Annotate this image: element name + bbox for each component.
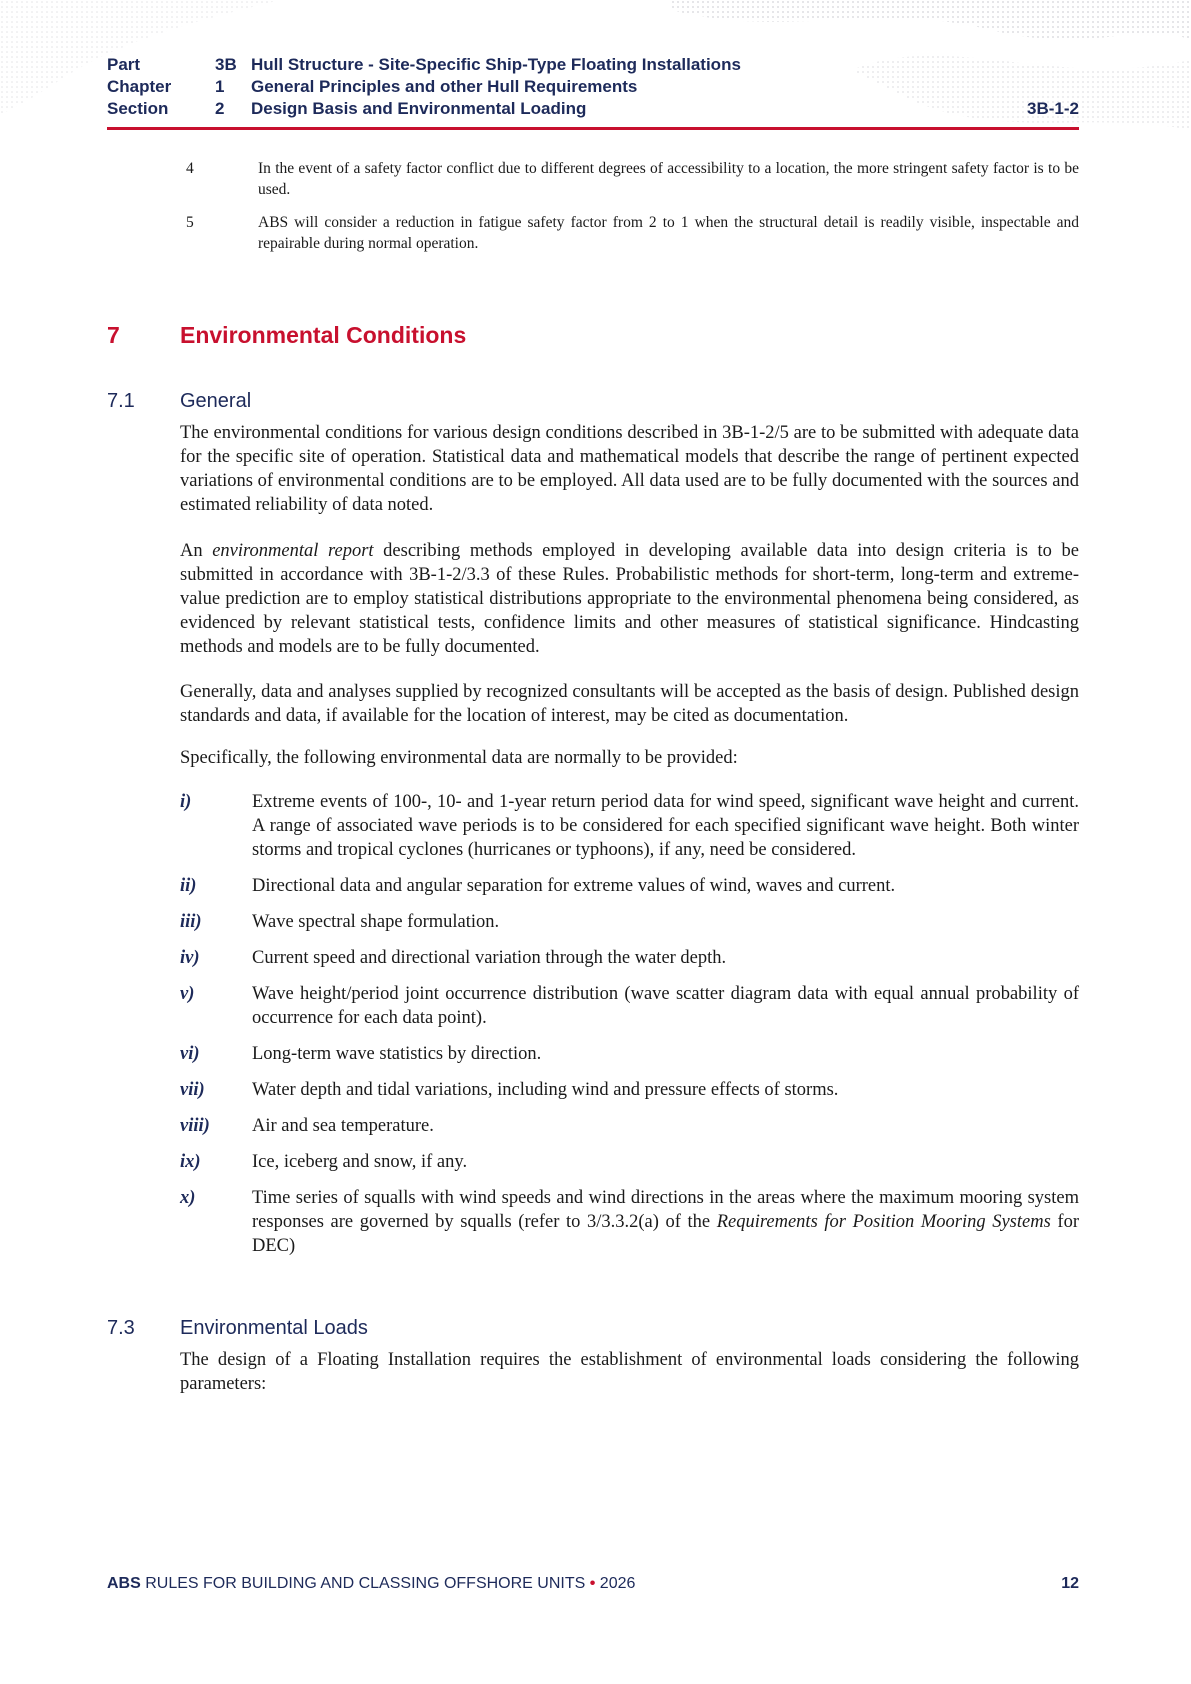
environmental-data-list xyxy=(180,790,1079,1270)
list-item xyxy=(180,910,1079,934)
footer-brand: ABS xyxy=(107,1575,141,1592)
list-item xyxy=(180,1078,1079,1102)
header-label: Chapter xyxy=(107,77,172,96)
paragraph-text: An xyxy=(180,541,213,561)
subsection-number: 7.3 xyxy=(107,1317,135,1339)
subsection-number: 7.1 xyxy=(107,390,135,412)
paragraph-emphasis: environmental report xyxy=(212,541,374,561)
footer-year: 2026 xyxy=(595,1575,636,1592)
list-marker: iv) xyxy=(180,948,200,968)
header-title: General Principles and other Hull Requirements xyxy=(251,77,638,96)
document-reference: Requirements for Position Mooring Systems xyxy=(716,1212,1051,1232)
list-text: Current speed and directional variation through the water depth. xyxy=(252,948,727,968)
list-marker: viii) xyxy=(180,1116,210,1136)
subsection-title: General xyxy=(180,390,252,412)
list-item xyxy=(180,946,1079,970)
list-marker: v) xyxy=(180,984,195,1004)
list-text-part: for DEC) xyxy=(252,1212,1079,1256)
running-header xyxy=(107,54,1079,120)
list-text: Extreme events of 100-, 10- and 1-year return period data for wind speed, significant wave height and current. A range of associated wave periods is to be considered for each specified significant wave height. Both winter storms and tropical cyclones (hurricanes or typhoons), if any, need be considered. xyxy=(252,792,1079,860)
list-text: Air and sea temperature. xyxy=(252,1116,434,1136)
header-label: Section xyxy=(107,99,169,118)
list-text xyxy=(252,1186,1079,1258)
list-marker: ix) xyxy=(180,1152,201,1172)
page-footer xyxy=(107,1573,1079,1595)
list-text: Directional data and angular separation for extreme values of wind, waves and current. xyxy=(252,876,896,896)
note-number: 4 xyxy=(186,160,194,177)
paragraph: Generally, data and analyses supplied by recognized consultants will be accepted as the basis of design. Published design standards and data, if available for the location of interest, may be cited as documentation. xyxy=(180,682,1079,726)
header-row-chapter xyxy=(107,76,1079,98)
section-number: 7 xyxy=(107,322,120,348)
note-item xyxy=(107,158,1079,200)
list-marker: iii) xyxy=(180,912,202,932)
paragraph: The design of a Floating Installation requires the establishment of environmental loads considering the following parameters: xyxy=(180,1350,1079,1394)
list-item xyxy=(180,1114,1079,1138)
header-title: Hull Structure - Site-Specific Ship-Type Floating Installations xyxy=(251,55,741,74)
section-title: Environmental Conditions xyxy=(180,322,467,348)
list-item xyxy=(180,1150,1079,1174)
list-item xyxy=(180,874,1079,898)
list-text: Long-term wave statistics by direction. xyxy=(252,1044,542,1064)
paragraph: Specifically, the following environmental data are normally to be provided: xyxy=(180,748,738,768)
note-item xyxy=(107,212,1079,254)
header-row-section xyxy=(107,98,1079,120)
list-text: Wave height/period joint occurrence distribution (wave scatter diagram data with equal annual probability of occurrence for each data point). xyxy=(252,984,1079,1028)
list-text-part: Time series of squalls with wind speeds and wind directions in the areas where the maximum mooring system responses are governed by squalls (refer to 3/3.3.2(a) of the xyxy=(252,1188,1079,1232)
note-number: 5 xyxy=(186,214,194,231)
list-marker: i) xyxy=(180,792,192,812)
note-text: ABS will consider a reduction in fatigue safety factor from 2 to 1 when the structural detail is readily visible, inspectable and repairable during normal operation. xyxy=(258,214,1079,252)
footer-title: RULES FOR BUILDING AND CLASSING OFFSHORE UNITS xyxy=(140,1575,590,1592)
list-item xyxy=(180,790,1079,862)
header-number: 2 xyxy=(215,99,225,118)
header-row-part xyxy=(107,54,1079,76)
paragraph xyxy=(180,539,1079,659)
header-label: Part xyxy=(107,55,141,74)
list-text: Water depth and tidal variations, including wind and pressure effects of storms. xyxy=(252,1080,839,1100)
page-number: 12 xyxy=(1061,1575,1079,1592)
list-text: Wave spectral shape formulation. xyxy=(252,912,500,932)
list-marker: x) xyxy=(180,1188,196,1208)
footer-separator: • xyxy=(589,1575,596,1592)
list-item xyxy=(180,1186,1079,1258)
list-marker: vi) xyxy=(180,1044,200,1064)
paragraph-text: describing methods employed in developing available data into design criteria is to be submitted in accordance with 3B-1-2/3.3 of these Rules. Probabilistic methods for short-term, long-term and extreme-value prediction are to employ statistical distributions appropriate to the environmental phenomena being considered, as evidenced by relevant statistical tests, confidence limits and other measures of statistical significance. Hindcasting methods and models are to be fully documented. xyxy=(180,541,1079,657)
paragraph: The environmental conditions for various design conditions described in 3B-1-2/5 are to be submitted with adequate data for the specific site of operation. Statistical data and mathematical models that describe the range of pertinent expected variations of environmental conditions are to be employed. All data used are to be fully documented with the sources and estimated reliability of data noted. xyxy=(180,423,1079,515)
list-text: Ice, iceberg and snow, if any. xyxy=(252,1152,468,1172)
header-number: 3B xyxy=(215,55,237,74)
list-marker: vii) xyxy=(180,1080,205,1100)
section-code: 3B-1-2 xyxy=(1027,99,1079,118)
header-number: 1 xyxy=(215,77,225,96)
note-text: In the event of a safety factor conflict due to different degrees of accessibility to a location, the more stringent safety factor is to be used. xyxy=(258,160,1079,198)
header-rule xyxy=(107,127,1079,130)
list-item xyxy=(180,1042,1079,1066)
list-marker: ii) xyxy=(180,876,197,896)
list-item xyxy=(180,982,1079,1030)
header-title: Design Basis and Environmental Loading xyxy=(251,99,587,118)
subsection-title: Environmental Loads xyxy=(180,1317,368,1339)
